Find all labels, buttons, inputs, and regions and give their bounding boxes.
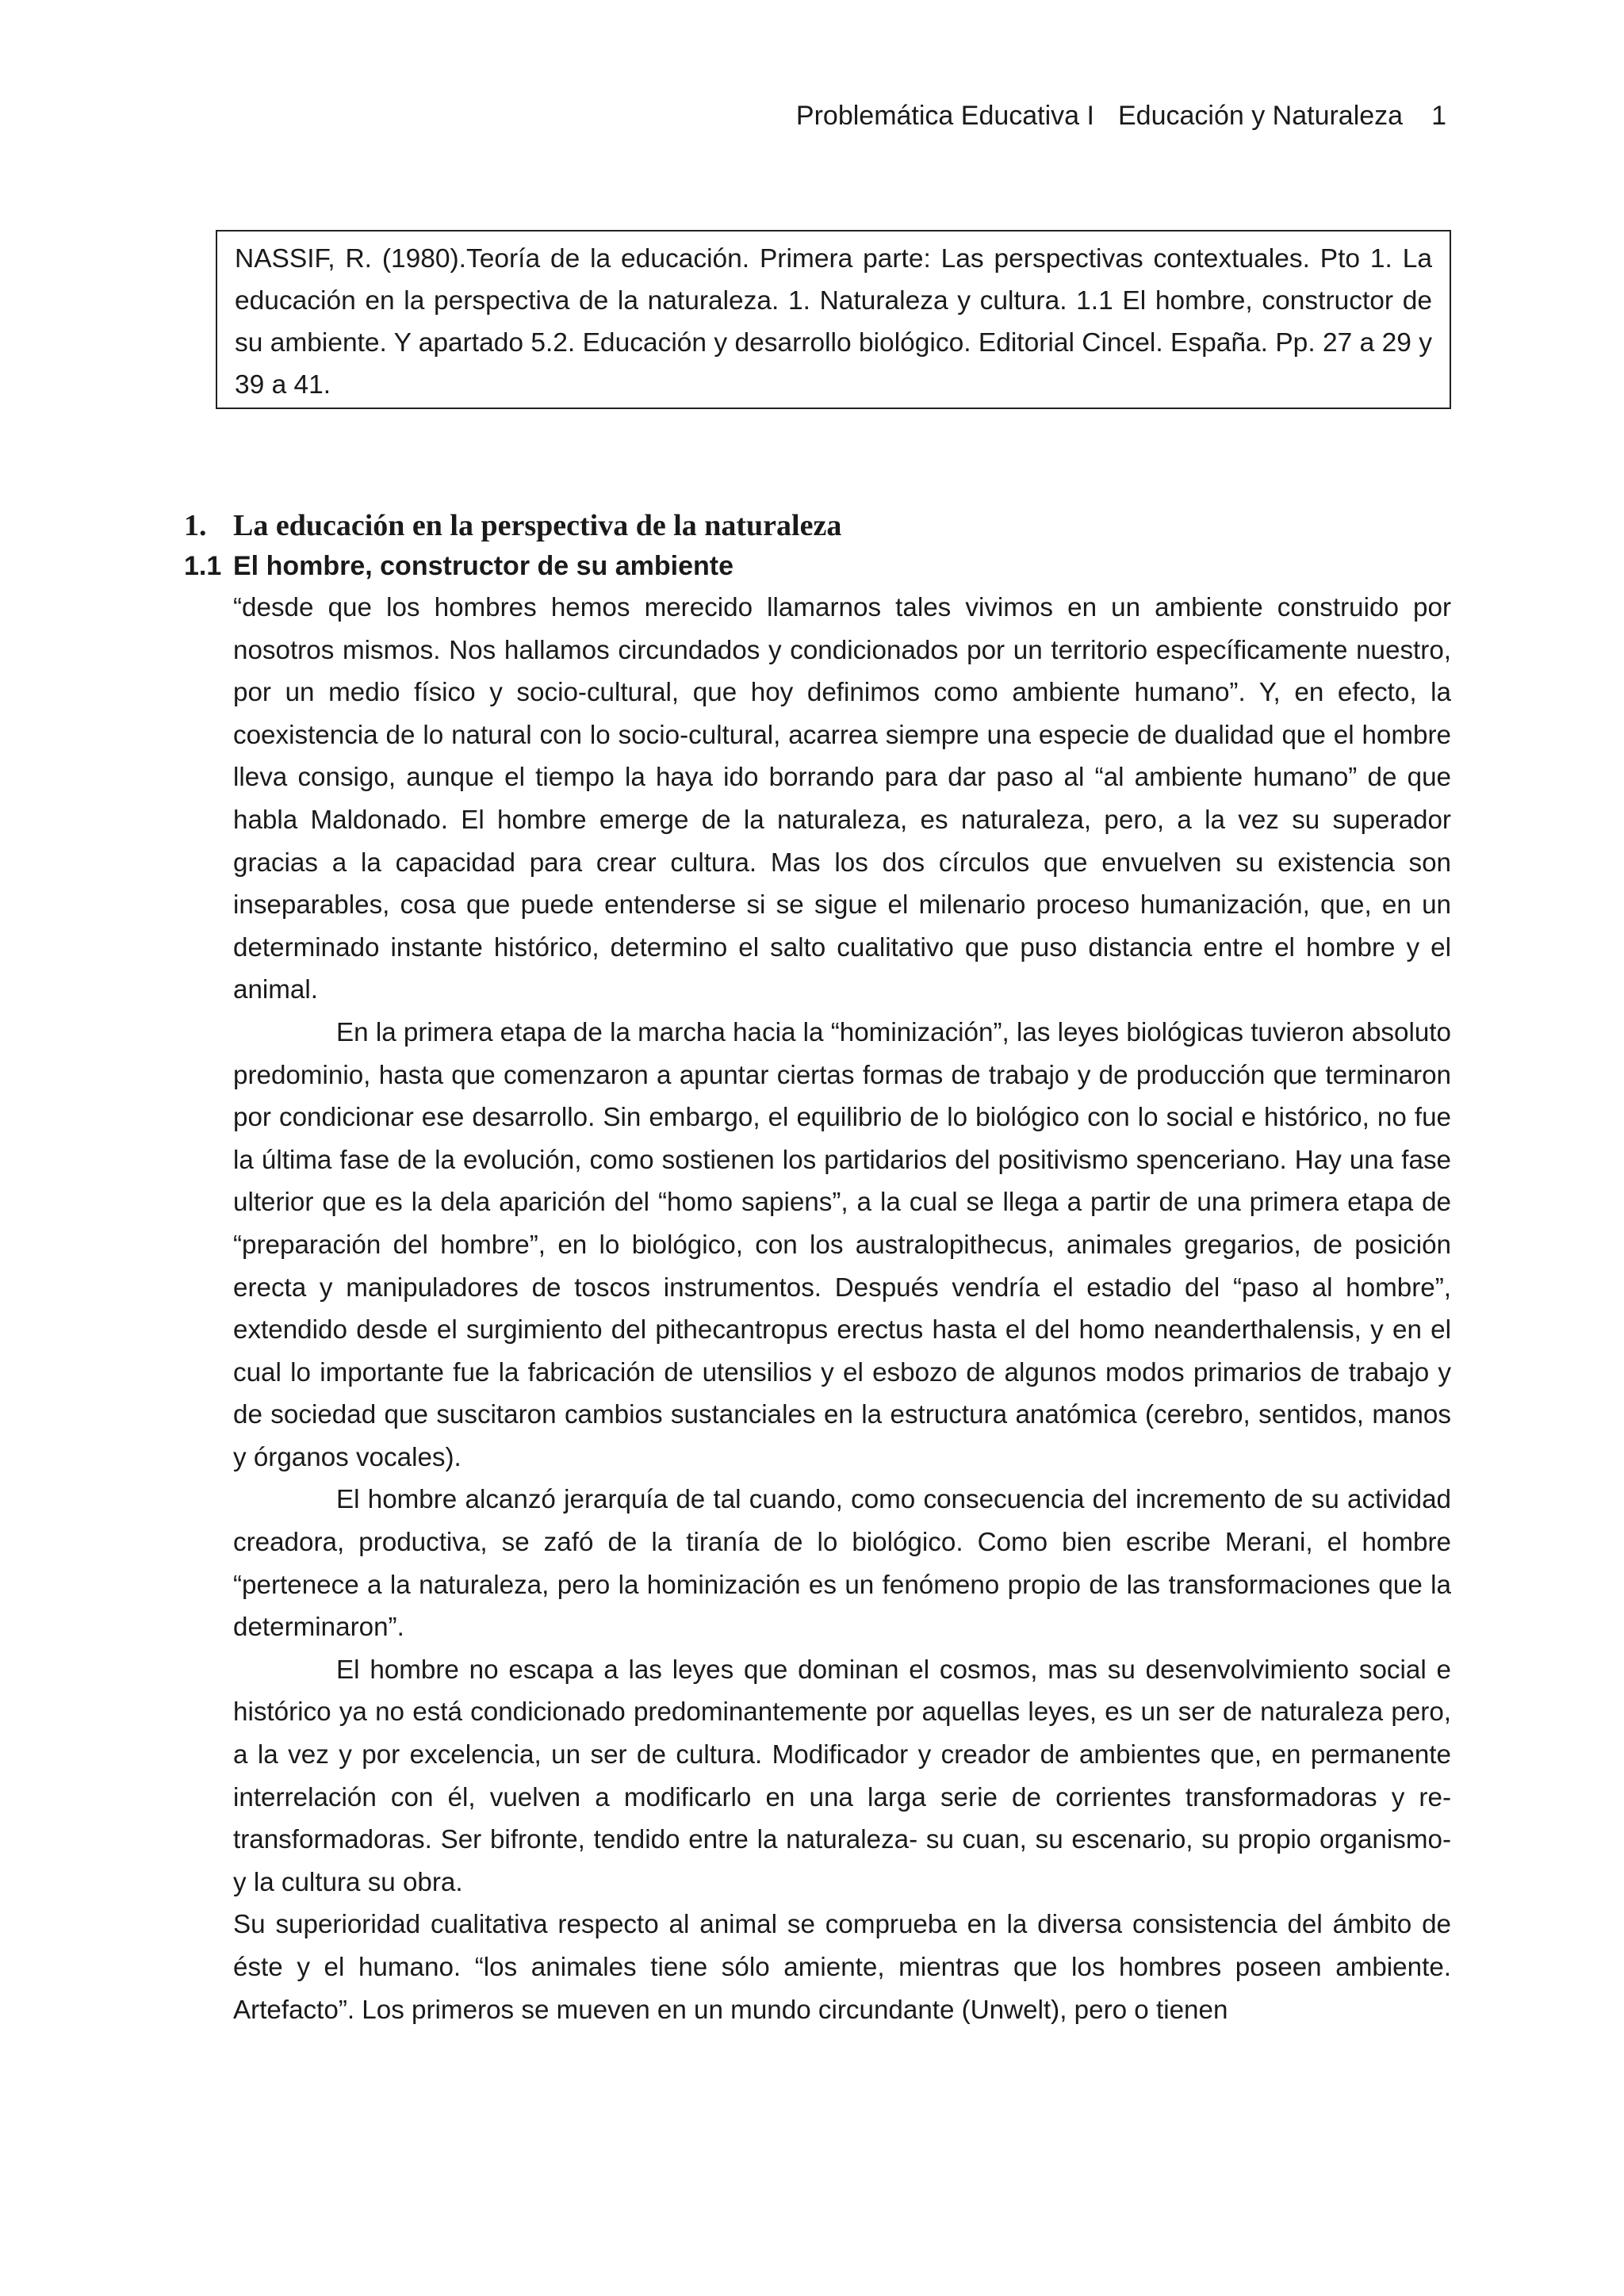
header-topic: Educación y Naturaleza xyxy=(1117,101,1404,131)
body-text xyxy=(233,587,1451,2031)
section-title: La educación en la perspectiva de la naturaleza xyxy=(233,509,842,542)
header-course: Problemática Educativa I xyxy=(795,101,1094,131)
paragraph: “desde que los hombres hemos merecido llamarnos tales vivimos en un ambiente construido por nosotros mismos. Nos hallamos circundados y condicionados por un territorio específicamente nuestro, por un medio físico y socio-cultural, que hoy definimos como ambiente humano”. Y, en efecto, la coexistencia de lo natural con lo socio-cultural, acarrea siempre una especie de dualidad que el hombre lleva consigo, aunque el tiempo la haya ido borrando para dar paso al “al ambiente humano” de que habla Maldonado. El hombre emerge de la naturaleza, es naturaleza, pero, a la vez su superador gracias a la capacidad para crear cultura. Mas los dos círculos que envuelven su existencia son inseparables, cosa que puede entenderse si se sigue el milenario proceso humanización, que, en un determinado instante histórico, determino el salto cualitativo que puso distancia entre el hombre y el animal. xyxy=(233,593,1451,1005)
subsection-heading xyxy=(184,545,733,587)
section-heading xyxy=(184,504,841,547)
paragraph: Su superioridad cualitativa respecto al animal se comprueba en la diversa consistencia del ámbito de éste y el humano. “los animales tiene sólo amiente, mientras que los hombres poseen ambiente. Artefacto”. Los primeros se mueven en un mundo circundante (Unwelt), pero o tienen xyxy=(233,1910,1451,2025)
subsection-number: 1.1 xyxy=(184,551,222,581)
section-number: 1. xyxy=(184,509,207,542)
paragraph: El hombre alcanzó jerarquía de tal cuando, como consecuencia del incremento de su actividad creadora, productiva, se zafó de la tiranía de lo biológico. Como bien escribe Merani, el hombre “pertenece a la naturaleza, pero la hominización es un fenómeno propio de las transformaciones que la determinaron”. xyxy=(233,1485,1451,1643)
citation-text: NASSIF, R. (1980).Teoría de la educación. Primera parte: Las perspectivas contextuales. Pto 1. La educación en la perspectiva de la naturaleza. 1. Naturaleza y cultura. 1.1 El hombre, constructor de su ambiente. Y apartado 5.2. Educación y desarrollo biológico. Editorial Cincel. España. Pp. 27 a 29 y 39 a 41. xyxy=(235,244,1432,400)
page-number: 1 xyxy=(1431,101,1446,131)
paragraph: En la primera etapa de la marcha hacia la “hominización”, las leyes biológicas tuvieron absoluto predominio, hasta que comenzaron a apuntar ciertas formas de trabajo y de producción que terminaron por condicionar ese desarrollo. Sin embargo, el equilibrio de lo biológico con lo social e histórico, no fue la última fase de la evolución, como sostienen los partidarios del positivismo spenceriano. Hay una fase ulterior que es la dela aparición del “homo sapiens”, a la cual se llega a partir de una primera etapa de “preparación del hombre”, en lo biológico, con los australopithecus, animales gregarios, de posición erecta y manipuladores de toscos instrumentos. Después vendría el estadio del “paso al hombre”, extendido desde el surgimiento del pithecantropus erectus hasta el del homo neanderthalensis, y en el cual lo importante fue la fabricación de utensilios y el esbozo de algunos modos primarios de trabajo y de sociedad que suscitaron cambios sustanciales en la estructura anatómica (cerebro, sentidos, manos y órganos vocales). xyxy=(233,1017,1451,1472)
subsection-title: El hombre, constructor de su ambiente xyxy=(233,551,734,581)
paragraph: El hombre no escapa a las leyes que dominan el cosmos, mas su desenvolvimiento social e histórico ya no está condicionado predominantemente por aquellas leyes, es un ser de naturaleza pero, a la vez y por excelencia, un ser de cultura. Modificador y creador de ambientes que, en permanente interrelación con él, vuelven a modificarlo en una larga serie de corrientes transformadoras y re- transformadoras. Ser bifronte, tendido entre la naturaleza- su cuan, su escenario, su propio organismo- y la cultura su obra. xyxy=(233,1655,1451,1897)
page-header xyxy=(796,97,1446,135)
citation-box xyxy=(216,230,1451,409)
